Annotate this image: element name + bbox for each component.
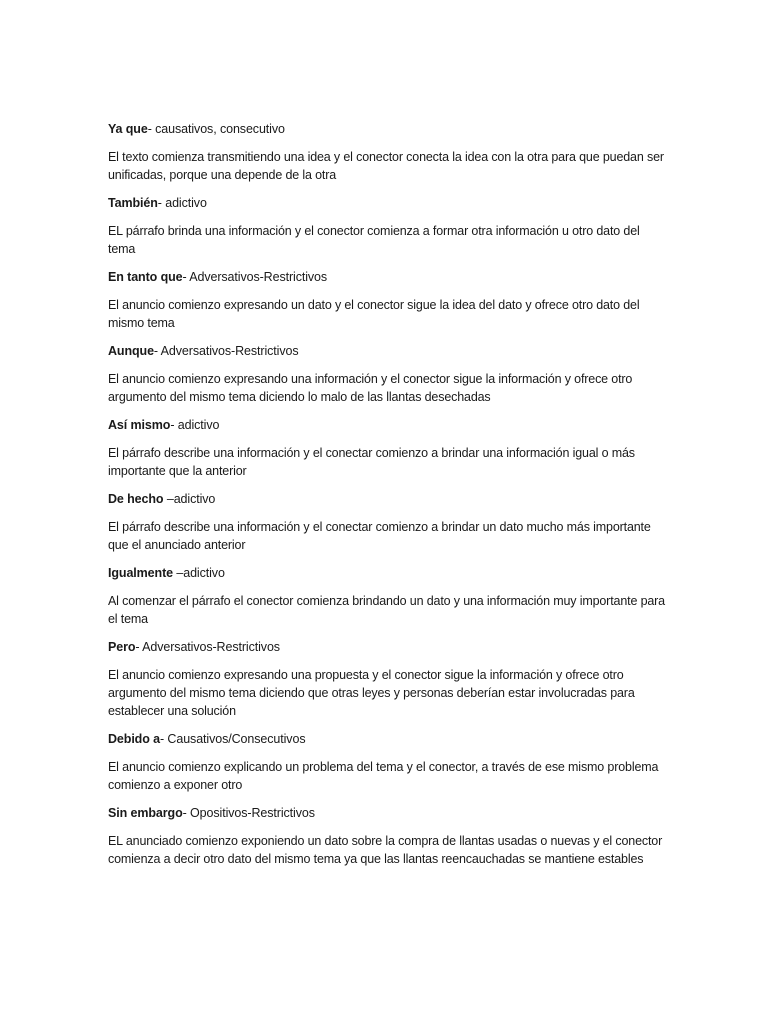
connector-heading xyxy=(108,638,668,656)
connector-term: Así mismo xyxy=(108,418,171,432)
connector-term: Igualmente xyxy=(108,566,173,580)
connector-explanation: El anuncio comienzo expresando un dato y el conector sigue la idea del dato y ofrece otro dato del mismo tema xyxy=(108,298,640,330)
connector-category: - Adversativos-Restrictivos xyxy=(135,640,280,654)
connector-term: También xyxy=(108,196,158,210)
connector-category: - adictivo xyxy=(157,196,207,210)
connector-heading xyxy=(108,342,668,360)
connector-category: - Adversativos-Restrictivos xyxy=(153,344,299,358)
connector-term: Pero xyxy=(108,640,136,654)
connector-entry xyxy=(108,120,668,184)
connector-explanation: El párrafo describe una información y el conectar comienzo a brindar un dato mucho más importante que el anunciado anterior xyxy=(108,520,651,552)
connector-entry xyxy=(108,342,668,406)
connector-entry xyxy=(108,804,668,868)
connector-category: –adictivo xyxy=(173,566,225,580)
connector-entry xyxy=(108,564,668,628)
connector-heading xyxy=(108,730,668,748)
connector-heading xyxy=(108,490,668,508)
connector-entry xyxy=(108,416,668,480)
connector-term: De hecho xyxy=(108,492,164,506)
connector-category: - causativos, consecutivo xyxy=(147,122,285,136)
connector-category: - Adversativos-Restrictivos xyxy=(182,270,328,284)
document-body xyxy=(108,120,668,878)
connector-explanation: El anuncio comienzo expresando una información y el conector sigue la información y ofrece otro argumento del mismo tema diciendo lo malo de las llantas desechadas xyxy=(108,372,633,404)
connector-term: Aunque xyxy=(108,344,154,358)
connector-entry xyxy=(108,490,668,554)
connector-entry xyxy=(108,194,668,258)
connector-entry xyxy=(108,268,668,332)
connector-heading xyxy=(108,194,668,212)
connector-term: En tanto que xyxy=(108,270,183,284)
connector-entry xyxy=(108,638,668,720)
connector-explanation: El anuncio comienzo explicando un problema del tema y el conector, a través de ese mismo problema comienzo a exponer otro xyxy=(108,760,659,792)
connector-category: - Causativos/Consecutivos xyxy=(159,732,306,746)
connector-heading xyxy=(108,120,668,138)
connector-explanation: El texto comienza transmitiendo una idea y el conector conecta la idea con la otra para que puedan ser unificadas, porque una depende de la otra xyxy=(108,150,664,182)
connector-category: - Opositivos-Restrictivos xyxy=(182,806,315,820)
connector-explanation: EL anunciado comienzo exponiendo un dato sobre la compra de llantas usadas o nuevas y el conector comienza a decir otro dato del mismo tema ya que las llantas reencauchadas se mantiene estables xyxy=(108,834,663,866)
connector-heading xyxy=(108,804,668,822)
connector-heading xyxy=(108,416,668,434)
connector-term: Sin embargo xyxy=(108,806,183,820)
connector-category: - adictivo xyxy=(170,418,220,432)
connector-explanation: EL párrafo brinda una información y el conector comienza a formar otra información u otro dato del tema xyxy=(108,224,640,256)
connector-explanation: El anuncio comienzo expresando una propuesta y el conector sigue la información y ofrece otro argumento del mismo tema diciendo que otras leyes y personas deberían estar involucradas para establecer una solución xyxy=(108,668,635,718)
connector-explanation: El párrafo describe una información y el conectar comienzo a brindar una información igual o más importante que la anterior xyxy=(108,446,635,478)
connector-heading xyxy=(108,564,668,582)
connector-term: Debido a xyxy=(108,732,160,746)
connector-term: Ya que xyxy=(108,122,148,136)
connector-category: –adictivo xyxy=(163,492,216,506)
connector-heading xyxy=(108,268,668,286)
connector-explanation: Al comenzar el párrafo el conector comienza brindando un dato y una información muy importante para el tema xyxy=(108,594,665,626)
connector-entry xyxy=(108,730,668,794)
